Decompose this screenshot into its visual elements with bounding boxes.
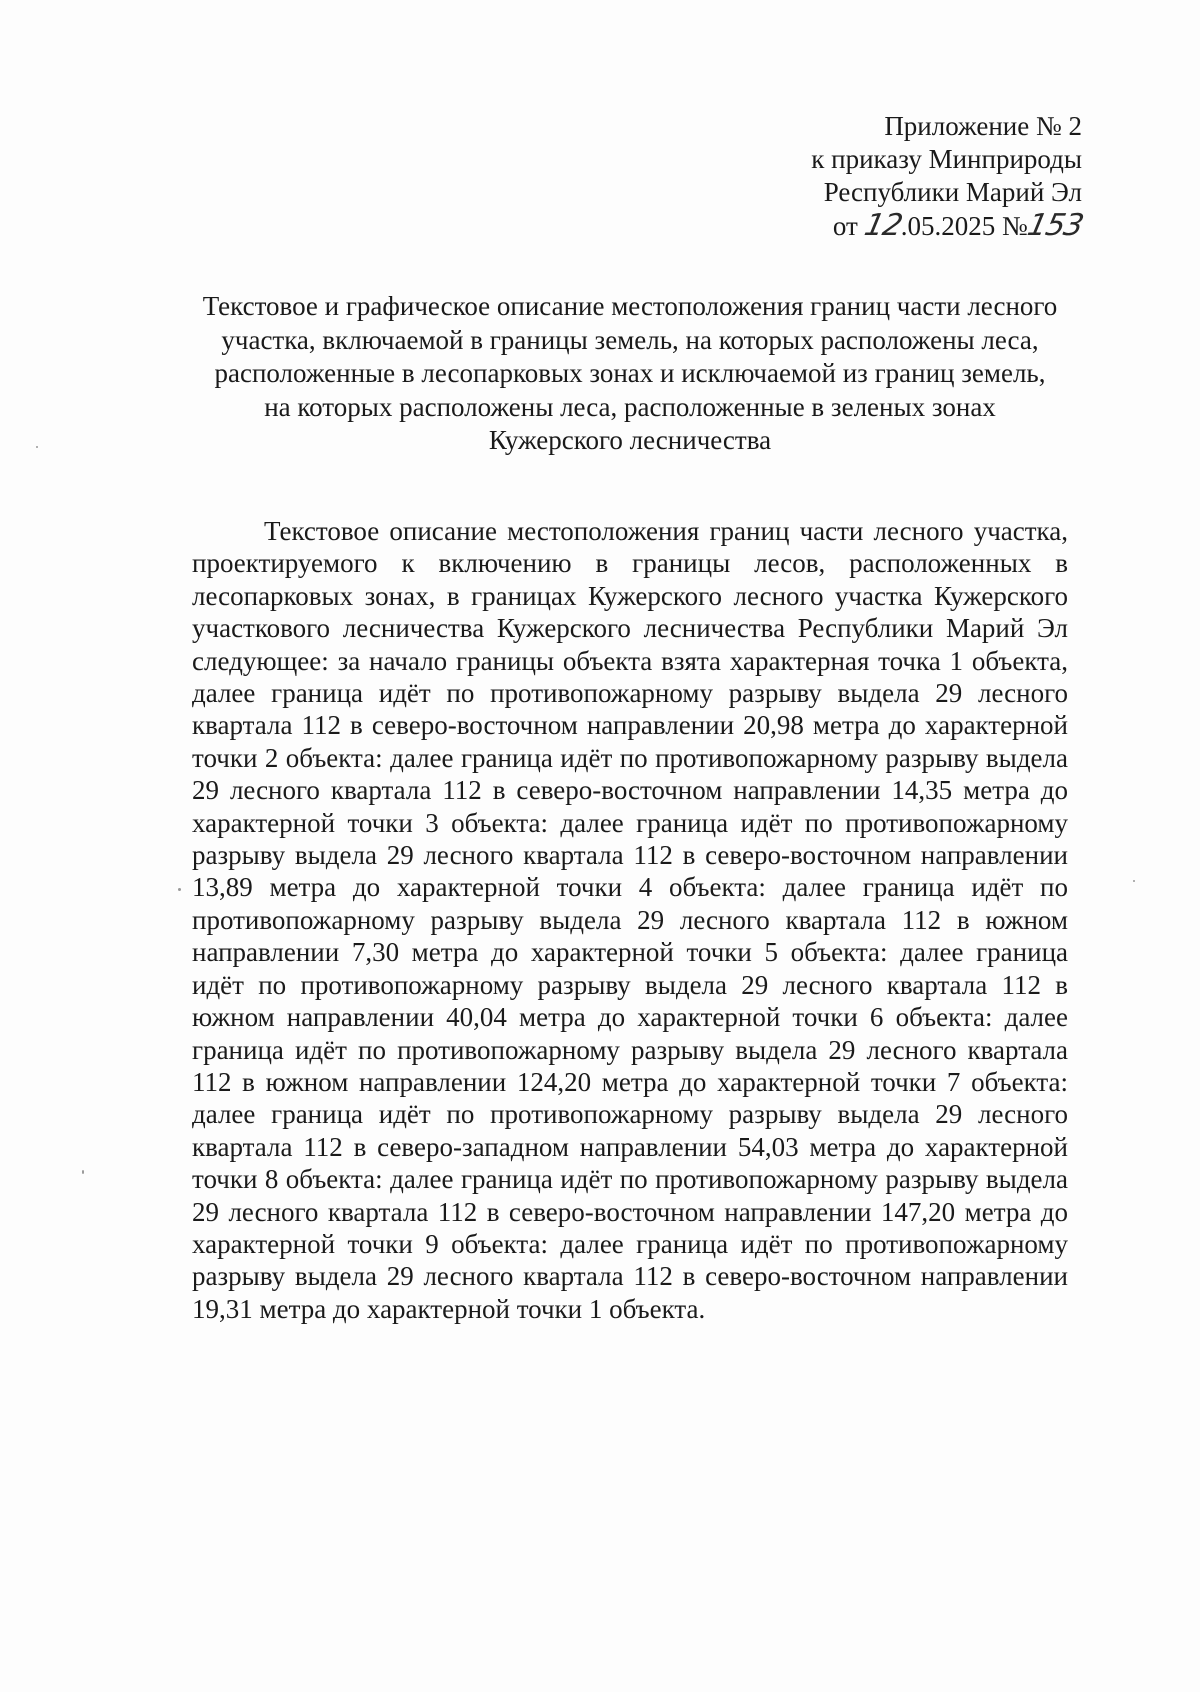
boundary-description-paragraph: Текстовое описание местоположения границ части лесного участка, проектируемого к включению в границы лесов, расположенных в лесопарковых зонах, в границах Кужерского лесного участка Кужерского участкового лесничества Кужерского лесничества Республики Марий Эл следующее: за начало границы объекта взята характерная точка 1 объекта, далее граница идёт по противопожарному разрыву выдела 29 лесного квартала 112 в северо-восточном направлении 20,98 метра до характерной точки 2 объекта: далее граница идёт по противопожарному разрыву выдела 29 лесного квартала 112 в северо-восточном направлении 14,35 метра до характерной точки 3 объекта: далее граница идёт по противопожарному разрыву выдела 29 лесного квартала 112 в северо-восточном направлении 13,89 метра до характерной точки 4 объекта: далее граница идёт по противопожарному разрыву выдела 29 лесного квартала 112 в южном направлении 7,30 метра до характерной точки 5 объекта: далее граница идёт по противопожарному разрыву выдела 29 лесного квартала 112 в южном направлении 40,04 метра до характерной точки 6 объекта: далее граница идёт по противопожарному разрыву выдела 29 лесного квартала 112 в южном направлении 124,20 метра до характерной точки 7 объекта: далее граница идёт по противопожарному разрыву выдела 29 лесного квартала 112 в северо-западном направлении 54,03 метра до характерной точки 8 объекта: далее граница идёт по противопожарному разрыву выдела 29 лесного квартала 112 в северо-восточном направлении 147,20 метра до характерной точки 9 объекта: далее граница идёт по противопожарному разрыву выдела 29 лесного квартала 112 в северо-восточном направлении 19,31 метра до характерной точки 1 объекта. (192, 516, 1068, 1324)
scan-speck (178, 888, 181, 891)
appendix-date-line (811, 208, 1086, 243)
date-prefix: от (832, 211, 865, 241)
date-rest: .05.2025 № (900, 211, 1028, 241)
appendix-header (811, 110, 1086, 243)
handwritten-day: 12 (860, 208, 905, 243)
appendix-number: Приложение № 2 (884, 111, 1082, 141)
scan-speck (36, 446, 38, 448)
scan-speck (82, 1170, 84, 1174)
appendix-order-ref: к приказу Минприроды (811, 144, 1082, 174)
document-title: Текстовое и графическое описание местоположения границ части лесного участка, включаемой в границы земель, на которых расположены леса, расположенные в лесопарковых зонах и исключаемой из границ земель, на которых расположены леса, расположенные в зеленых зонах Кужерского лесничества (202, 291, 1058, 455)
handwritten-doc-number: 153 (1024, 208, 1086, 243)
scan-speck (1133, 880, 1135, 882)
appendix-ministry: Республики Марий Эл (823, 177, 1082, 207)
